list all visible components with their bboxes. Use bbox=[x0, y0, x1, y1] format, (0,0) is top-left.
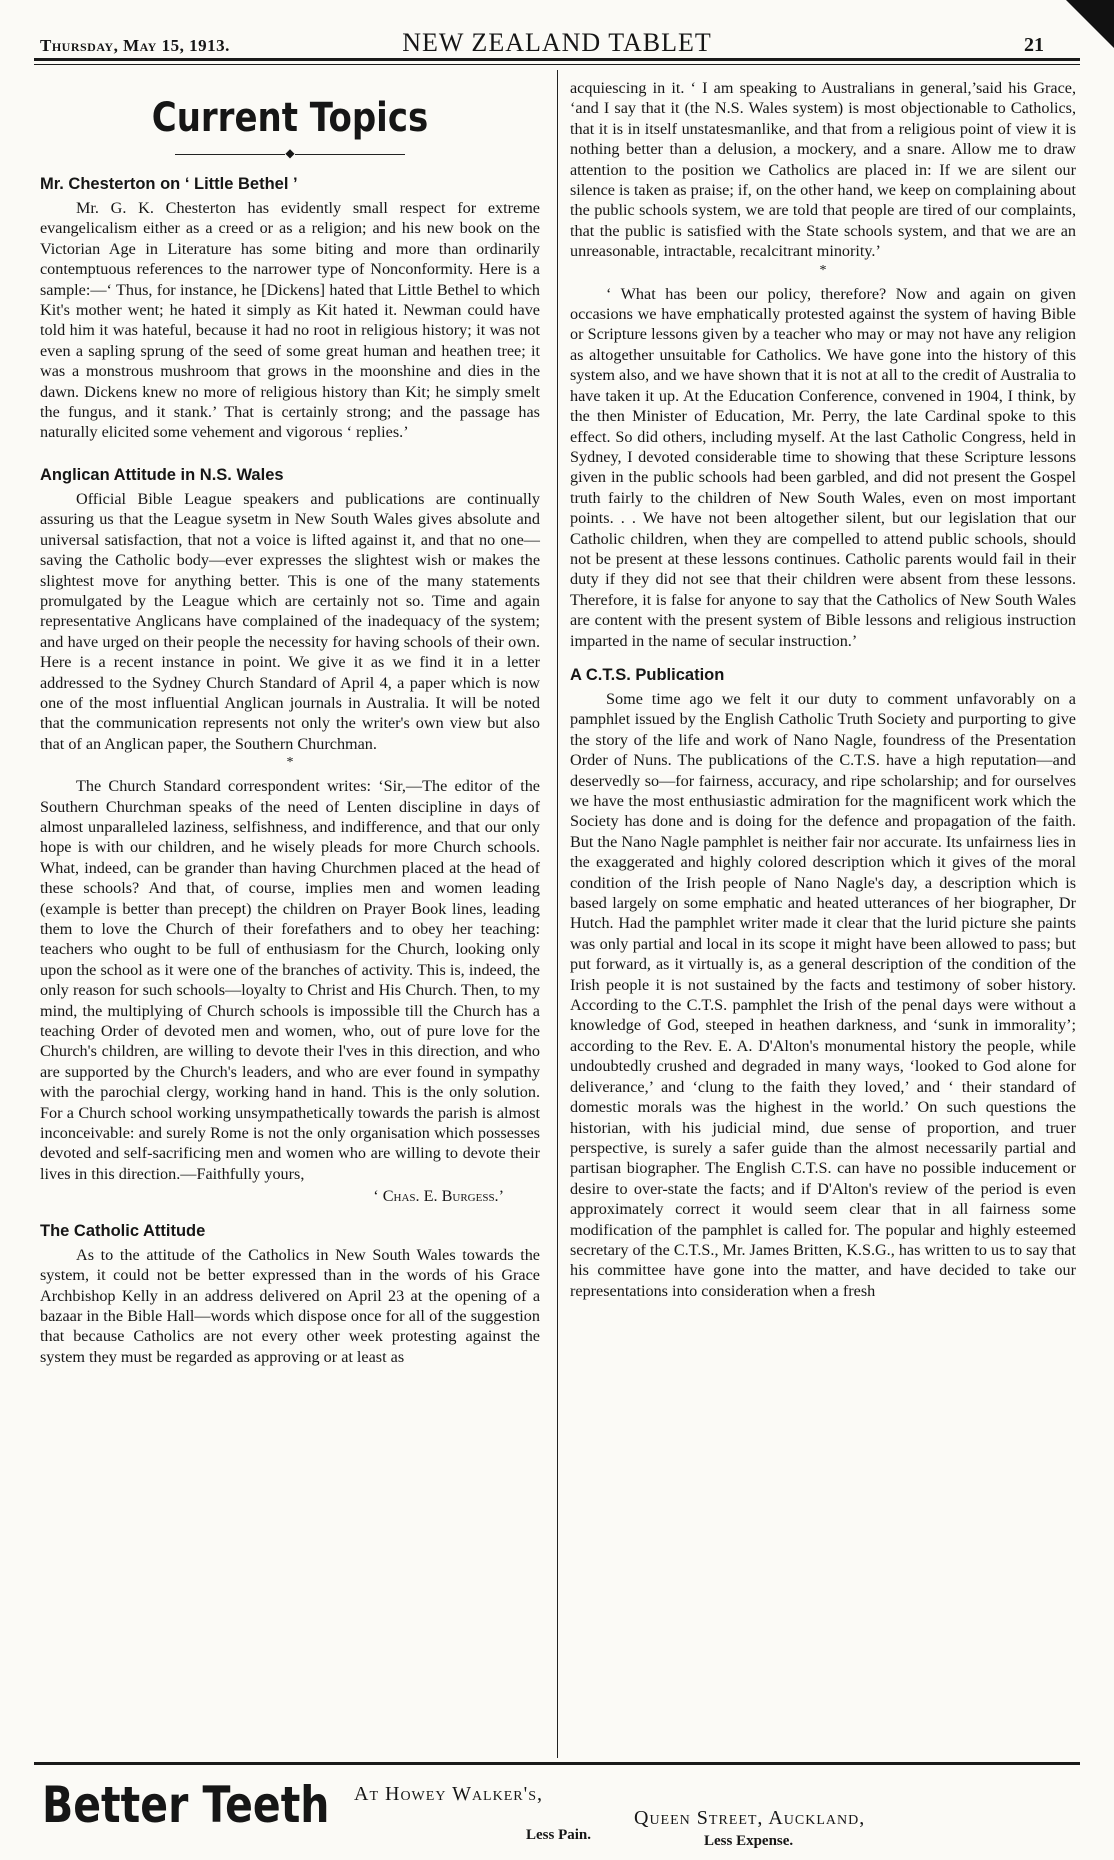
advertisement-footer bbox=[34, 1762, 1080, 1855]
header-rule bbox=[34, 64, 1080, 65]
paragraph-catholic-2: ‘ What has been our policy, therefore? Now and again on given occasions we have emphatically protested against the system of having Bible or Scripture lessons given by a teacher who may or may not have any religion as altogether unsuitable for Catholics. We have gone into the history of this system also, and we have shown that it is not at all to the credit of Australia to have taken it up. At the Education Conference, convened in 1904, I think, by the then Minister of Education, Mr. Perry, the late Cardinal spoke to this effect. So did others, including myself. At the last Catholic Congress, held in Sydney, I devoted considerable time to showing that these Scripture lessons given in the public schools had been garbled, and did not present the Gospel truth fairly to the children of New South Wales, even on most important points. . . We have not been altogether silent, but our legislation that our Catholic children, when they are compelled to attend public schools, should not be present at these lessons continues. Catholic parents would fail in their duty if they did not see that their children were absent from these lessons. Therefore, it is false for anyone to say that the Catholics of New South Wales are content with the present system of Bible lessons and religious instruction imparted in the name of secular instruction.’ bbox=[570, 284, 1076, 650]
title-ornament: ◆ bbox=[40, 146, 540, 160]
section-star-2: * bbox=[819, 262, 827, 278]
ad-headline: Better Teeth bbox=[42, 1776, 330, 1834]
letter-signature: ‘ Chas. E. Burgess.’ bbox=[373, 1187, 504, 1206]
ad-address: Queen Street, Auckland, bbox=[634, 1807, 866, 1829]
page-title: Current Topics bbox=[151, 95, 429, 141]
newspaper-name: NEW ZEALAND TABLET bbox=[402, 28, 712, 57]
issue-date: Thursday, May 15, 1913. bbox=[40, 36, 230, 55]
heading-catholic: The Catholic Attitude bbox=[40, 1221, 206, 1240]
column-separator bbox=[557, 70, 558, 1758]
paragraph-catholic-cont: acquiescing in it. ‘ I am speaking to Australians in general,’said his Grace, ‘and I say that it (the N.S. Wales system) is most objectionable to Catholics, that it is in itself unstatesmanlike, and that from a religious point of view it is nothing better than a delusion, a mockery, and a snare. Allow me to draw attention to the position we Catholics are placed in: If we are silent our silence is taken as praise; if, on the other hand, we keep on complaining about the public schools system, we are told that people are tired of our complaints, that the public is satisfied with the State schools system, and that we are an unreasonable, intractable, recalcitrant minority.’ bbox=[570, 79, 1076, 261]
heading-anglican: Anglican Attitude in N.S. Wales bbox=[40, 465, 284, 484]
heading-cts: A C.T.S. Publication bbox=[570, 665, 725, 684]
ad-location: At Howey Walker's, bbox=[354, 1783, 543, 1805]
right-column bbox=[570, 78, 1076, 1301]
ad-less-expense: Less Expense. bbox=[704, 1833, 794, 1849]
left-column bbox=[40, 78, 540, 1367]
paragraph-cts: Some time ago we felt it our duty to comment unfavorably on a pamphlet issued by the English Catholic Truth Society and purporting to give the story of the life and work of Nano Nagle, foundress of the Presentation Order of Nuns. The publications of the C.T.S. have a high reputation—and deservedly so—for fairness, accuracy, and ripe scholarship; and for ourselves we have the most enthusiastic admiration for the magnificent work which the Society has done and is doing for the defence and propagation of the faith. But the Nano Nagle pamphlet is neither fair nor accurate. Its unfairness lies in the exaggerated and highly colored description which it gives of the moral condition of the Irish people of Nano Nagle's day, a description which is based largely on some emphatic and heated utterances of her biographer, Dr Hutch. Had the pamphlet writer made it clear that the lurid picture she paints was only partial and local in its scope it might have been allowed to pass; but put forward, as it virtually is, as a general description of the condition of the Irish people it is not sustained by the facts and testimony of sober history. According to the C.T.S. pamphlet the Irish of the penal days were without a knowledge of God, steeped in heathen darkness, and ‘sunk in immorality’; according to the Rev. E. A. D'Alton's monumental history the people, while undoubtedly crushed and degraded in many ways, ‘looked to God alone for deliverance,’ and ‘clung to the faith they loved,’ and ‘ their standard of domestic morals was the highest in the world.’ On such questions the historian, with his judicial mind, due sense of proportion, and truer perspective, is surely a safer guide than the almost necessarily partial and partisan biographer. The English C.T.S. can have no possible inducement or desire to over-state the facts; and if D'Alton's review of the period is even approximately correct it would seem clear that in all fairness some modification of the pamphlet is called for. The popular and highly esteemed secretary of the C.T.S., Mr. James Britten, K.S.G., has written to us to say that his committee have gone into the matter, and have decided to take our representations into consideration when a fresh bbox=[570, 689, 1076, 1300]
page-number: 21 bbox=[1024, 34, 1044, 56]
section-star: * bbox=[286, 755, 294, 771]
paragraph-catholic-1: As to the attitude of the Catholics in New South Wales towards the system, it could not be better expressed than in the words of his Grace Archbishop Kelly in an address delivered on April 23 at the opening of a bazaar in the Bible Hall—words which dispose once for all of the suggestion that because Catholics are not every other week protesting against the system they must be regarded as approving or at least as bbox=[40, 1245, 540, 1366]
page-header bbox=[34, 22, 1080, 61]
paragraph-anglican-1: Official Bible League speakers and publications are continually assuring us that the League sysetm in New South Wales gives absolute and universal satisfaction, that not a voice is lifted against it, and that no one—saving the Catholic body—ever expresses the slightest wish or makes the slightest move for anything better. This is one of the many statements promulgated by the League which are certainly not so. Time and again representative Anglicans have complained of the inadequacy of the system; and have urged on their people the necessity for having schools of their own. Here is a recent instance in point. We give it as we find it in a letter addressed to the Sydney Church Standard of April 4, a paper which is now one of the most influential Anglican journals in Australia. It will be noted that the communication represents not only the writer's own view but also that of an Anglican paper, the Southern Churchman. bbox=[40, 489, 540, 753]
ad-less-pain: Less Pain. bbox=[526, 1827, 592, 1843]
paragraph-chesterton: Mr. G. K. Chesterton has evidently small respect for extreme evangelicalism either as a creed or as a religion; and his new book on the Victorian Age in Literature has some biting and more than ordinarily contemptuous references to the narrower type of Nonconformity. Here is a sample:—‘ Thus, for instance, he [Dickens] hated that Little Bethel to which Kit's mother went; he hated it simply as Kit hated it. Newman could have told him it was hateful, because it had no root in religious history; it was not even a sapling sprung of the seed of some great human and heathen tree; it was a monstrous mushroom that grows in the moonshine and dies in the dawn. Dickens knew no more of religious history than Kit; he simply smelt the fungus, and it stank.’ That is certainly strong; and the passage has naturally elicited some vehement and vigorous ‘ replies.’ bbox=[40, 199, 540, 442]
paragraph-anglican-2: The Church Standard correspondent writes: ‘Sir,—The editor of the Southern Churchman speaks of the need of Lenten discipline in days of almost unparalleled laziness, selfishness, and indifference, and that our only hope is with our children, and he wisely pleads for more Church schools. What, indeed, can be grander than having Churchmen placed at the head of these schools? And that, of course, implies men and women leading (example is better than precept) the children on Prayer Book lines, leading them to love the Church of their forefathers and to obey her teaching: teachers who ought to be full of enthusiasm for the Church, looking only upon the school as it were one of the branches of activity. This is, indeed, the only reason for such schools—loyalty to Christ and His Church. Then, to my mind, the multiplying of Church schools is impossible till the Church has a teaching Order of devoted men and women, who, out of pure love for the Church's children, are willing to devote their l'ves in this direction, and who are supported by the Church's leaders, and who are ever found in sympathy with the parochial clergy, working hand in hand. This is the only solution. For a Church school working unsympathetically towards the parish is almost inconceivable: and surely Rome is not the only organisation which possesses devoted and self-sacrificing men and women who are willing to devote their lives in this direction.—Faithfully yours, bbox=[40, 777, 540, 1183]
heading-chesterton: Mr. Chesterton on ‘ Little Bethel ’ bbox=[40, 175, 298, 193]
